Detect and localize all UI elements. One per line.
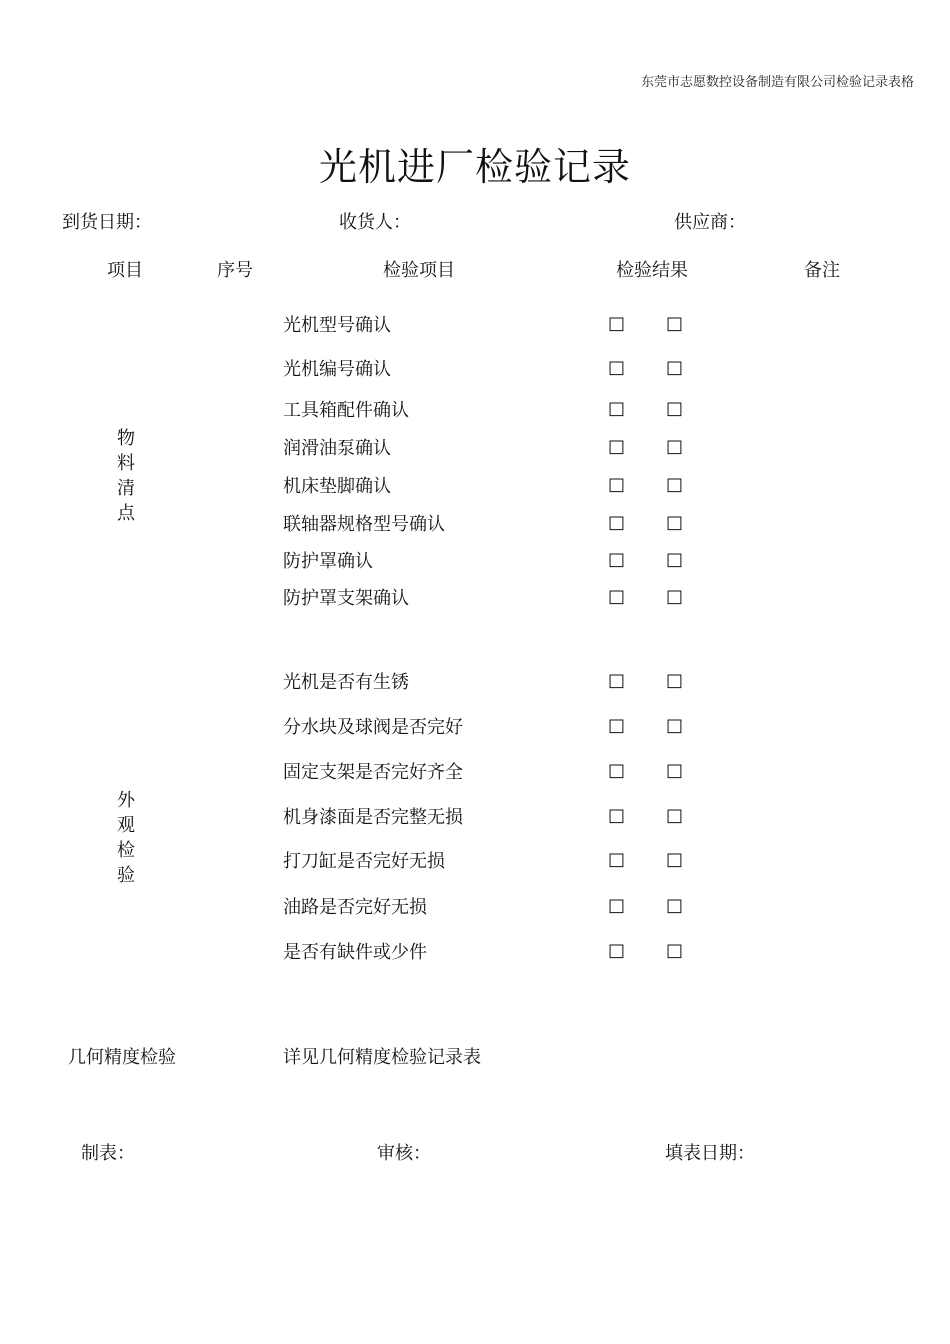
item-label: 防护罩支架确认 — [283, 588, 409, 609]
checkbox-fail[interactable]: □ — [666, 549, 684, 570]
checkbox-pass[interactable]: □ — [608, 715, 626, 736]
checkbox-pass[interactable]: □ — [608, 760, 626, 781]
item-label: 机身漆面是否完整无损 — [283, 807, 463, 828]
checkbox-pass[interactable]: □ — [608, 586, 626, 607]
supplier-label: 供应商： — [674, 212, 746, 233]
checkbox-fail[interactable]: □ — [666, 512, 684, 533]
column-header-remark: 备注 — [804, 260, 840, 281]
fill-date-label: 填表日期： — [665, 1143, 755, 1164]
checkbox-fail[interactable]: □ — [666, 670, 684, 691]
checkbox-pass[interactable]: □ — [608, 849, 626, 870]
item-label: 润滑油泵确认 — [283, 438, 391, 459]
checkbox-pass[interactable]: □ — [608, 357, 626, 378]
arrival-date-label: 到货日期： — [62, 212, 152, 233]
group-label-appearance-check: 外观检验 — [117, 790, 135, 886]
geometry-check-label: 几何精度检验 — [68, 1047, 176, 1068]
checkbox-fail[interactable]: □ — [666, 436, 684, 457]
review-label: 审核： — [377, 1143, 431, 1164]
item-label: 是否有缺件或少件 — [283, 942, 427, 963]
checkbox-pass[interactable]: □ — [608, 398, 626, 419]
item-label: 光机是否有生锈 — [283, 672, 409, 693]
header-note: 东莞市志愿数控设备制造有限公司检验记录表格 — [640, 75, 914, 90]
item-label: 分水块及球阀是否完好 — [283, 717, 463, 738]
checkbox-fail[interactable]: □ — [666, 715, 684, 736]
checkbox-pass[interactable]: □ — [608, 670, 626, 691]
checkbox-pass[interactable]: □ — [608, 805, 626, 826]
made-by-label: 制表： — [81, 1143, 135, 1164]
item-label: 打刀缸是否完好无损 — [283, 851, 445, 872]
receiver-label: 收货人： — [339, 212, 411, 233]
group-label-material-check: 物料清点 — [117, 428, 135, 524]
checkbox-fail[interactable]: □ — [666, 940, 684, 961]
checkbox-fail[interactable]: □ — [666, 474, 684, 495]
item-label: 联轴器规格型号确认 — [283, 514, 445, 535]
item-label: 油路是否完好无损 — [283, 897, 427, 918]
item-label: 光机型号确认 — [283, 315, 391, 336]
item-label: 光机编号确认 — [283, 359, 391, 380]
item-label: 防护罩确认 — [283, 551, 373, 572]
checkbox-fail[interactable]: □ — [666, 849, 684, 870]
checkbox-pass[interactable]: □ — [608, 549, 626, 570]
checkbox-fail[interactable]: □ — [666, 760, 684, 781]
geometry-check-note: 详见几何精度检验记录表 — [283, 1047, 481, 1068]
item-label: 固定支架是否完好齐全 — [283, 762, 463, 783]
checkbox-fail[interactable]: □ — [666, 357, 684, 378]
checkbox-fail[interactable]: □ — [666, 313, 684, 334]
page-title: 光机进厂检验记录 — [318, 145, 631, 189]
column-header-result: 检验结果 — [616, 260, 688, 281]
checkbox-fail[interactable]: □ — [666, 805, 684, 826]
checkbox-pass[interactable]: □ — [608, 474, 626, 495]
item-label: 机床垫脚确认 — [283, 476, 391, 497]
column-header-project: 项目 — [107, 260, 143, 281]
checkbox-pass[interactable]: □ — [608, 436, 626, 457]
checkbox-pass[interactable]: □ — [608, 512, 626, 533]
checkbox-pass[interactable]: □ — [608, 313, 626, 334]
checkbox-pass[interactable]: □ — [608, 940, 626, 961]
checkbox-pass[interactable]: □ — [608, 895, 626, 916]
item-label: 工具箱配件确认 — [283, 400, 409, 421]
column-header-seq: 序号 — [217, 260, 253, 281]
checkbox-fail[interactable]: □ — [666, 895, 684, 916]
checkbox-fail[interactable]: □ — [666, 398, 684, 419]
column-header-inspection-item: 检验项目 — [383, 260, 455, 281]
checkbox-fail[interactable]: □ — [666, 586, 684, 607]
